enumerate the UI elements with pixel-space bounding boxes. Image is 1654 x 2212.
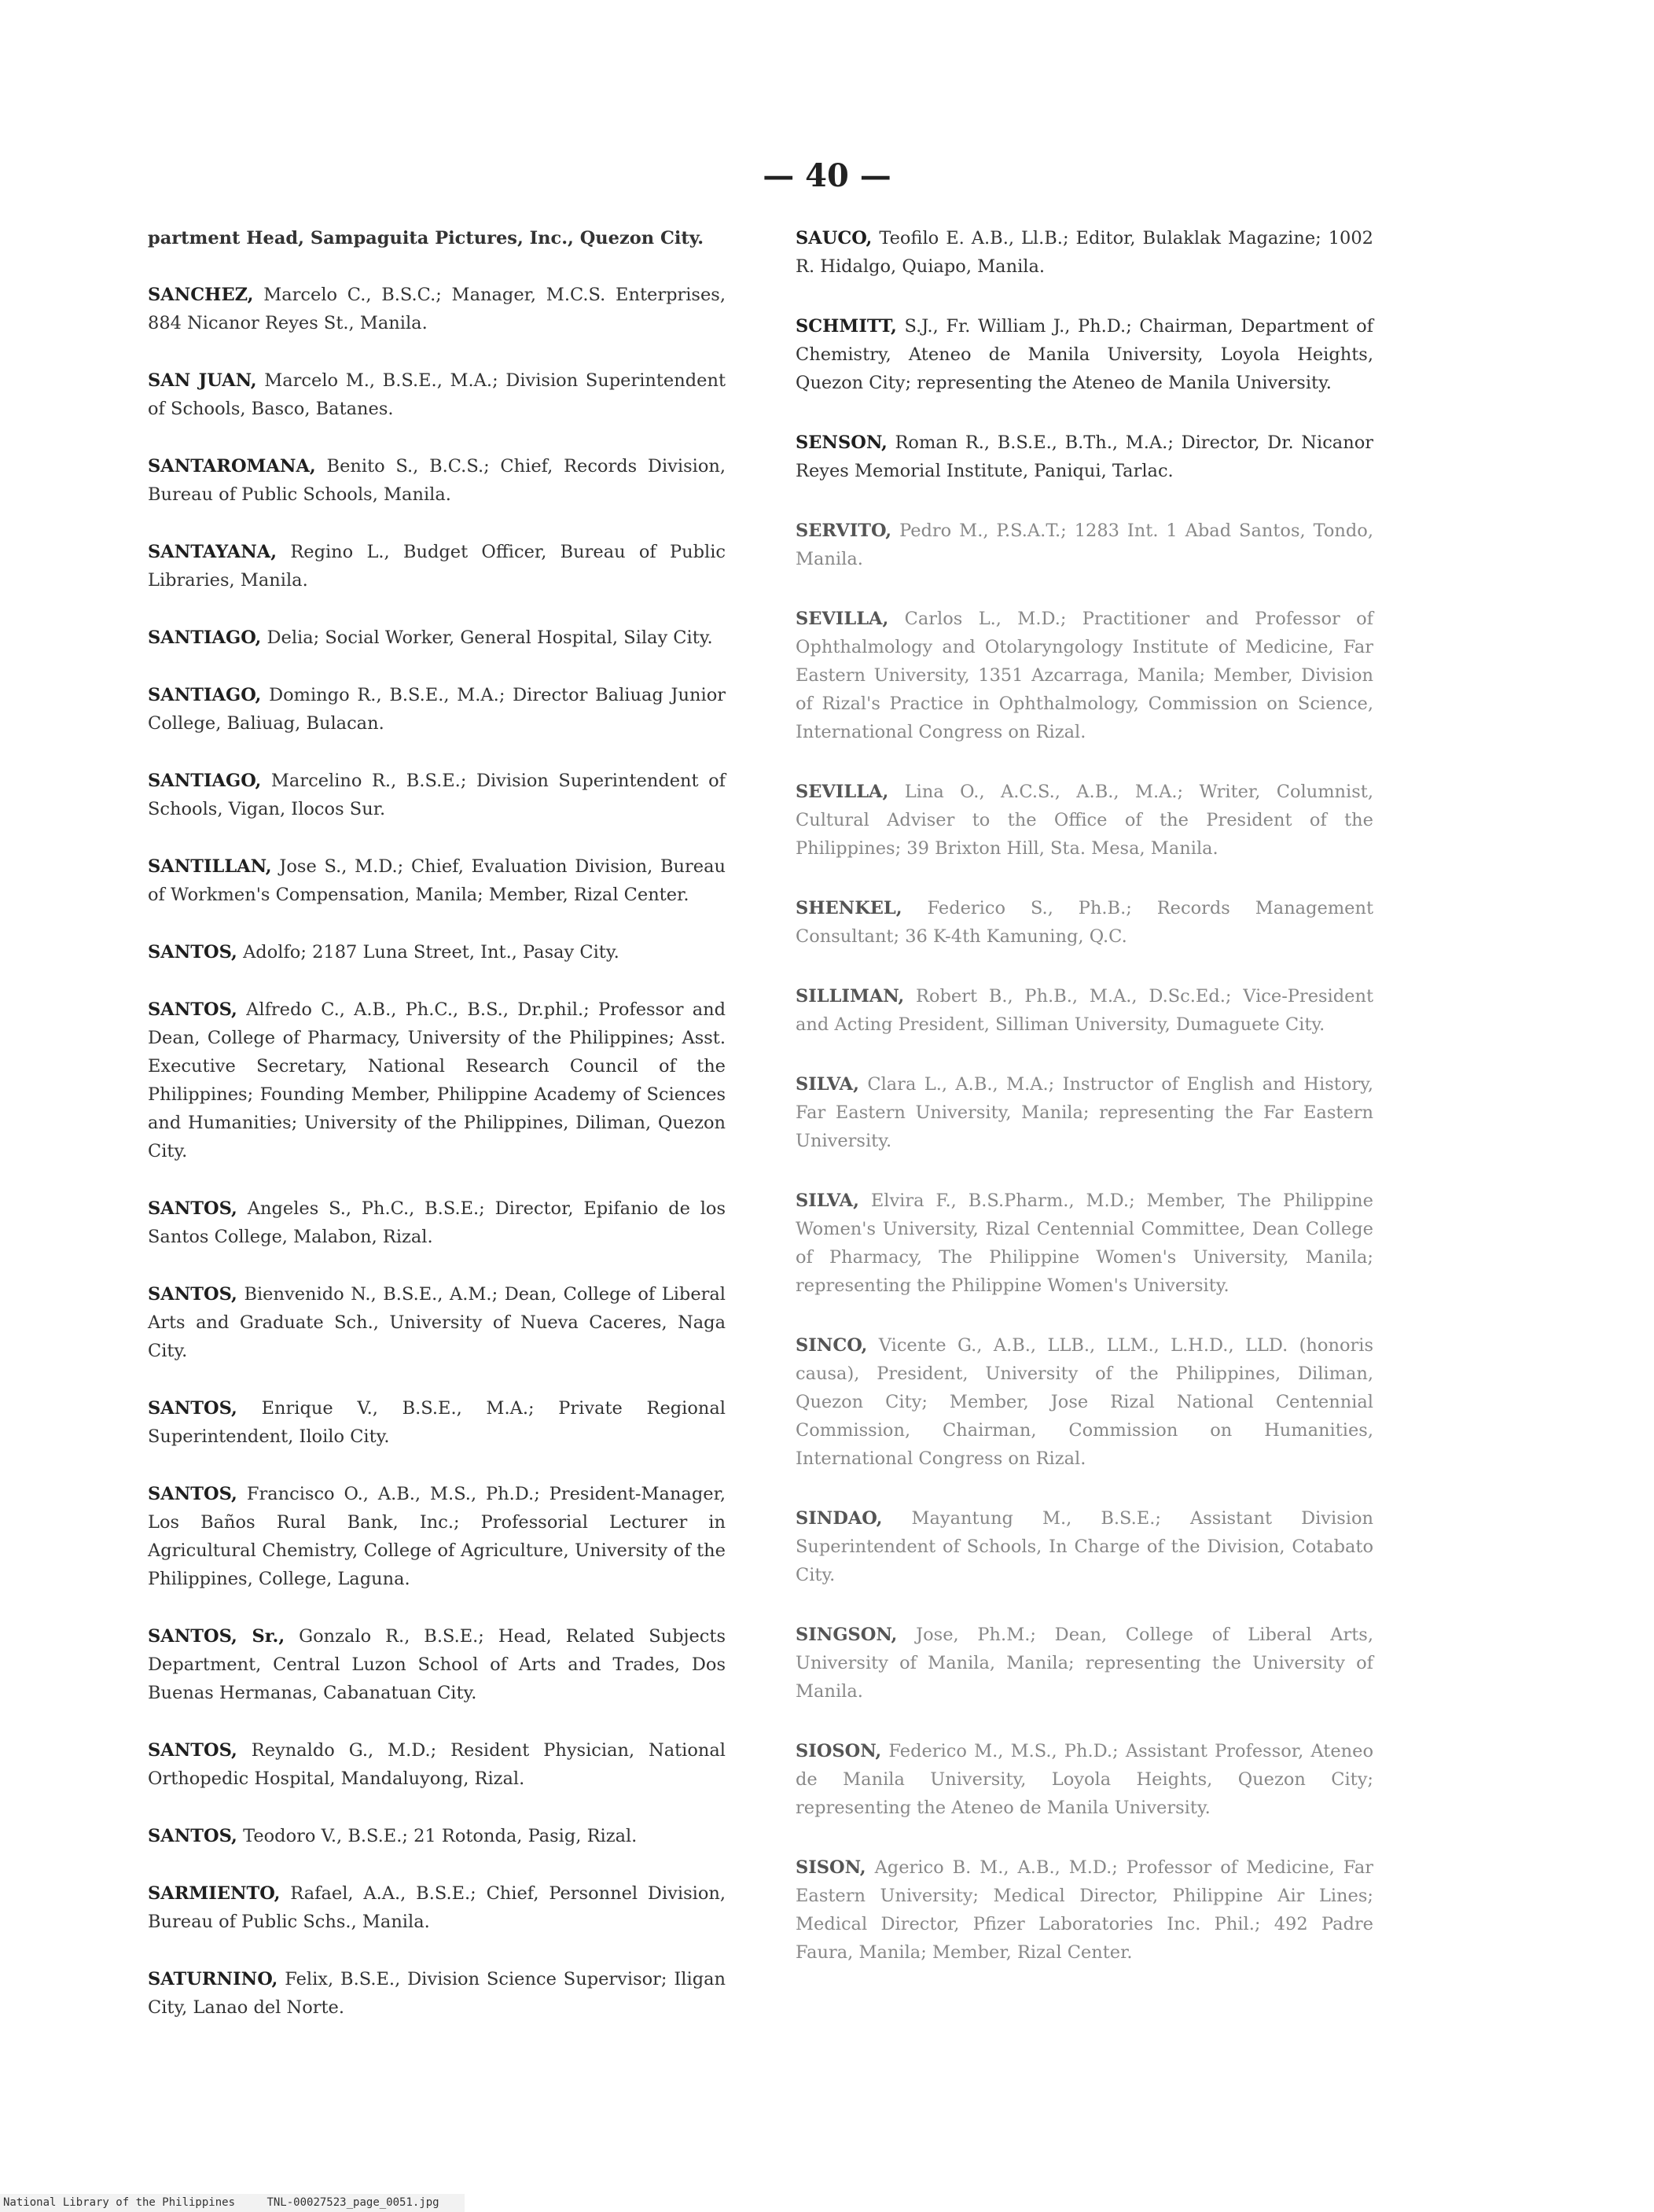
directory-entry bbox=[796, 778, 1373, 863]
directory-entry bbox=[148, 1736, 726, 1793]
directory-entry bbox=[148, 538, 726, 594]
entry-name: SANTILLAN, bbox=[148, 856, 272, 877]
footer-library: National Library of the Philippines bbox=[3, 2196, 236, 2209]
directory-entry bbox=[148, 996, 726, 1165]
entry-name: SINDAO, bbox=[796, 1508, 883, 1529]
entry-name: SANTOS, bbox=[148, 1198, 237, 1219]
entry-name: SILVA, bbox=[796, 1074, 859, 1095]
entry-text: Marcelo C., B.S.C.; Manager, M.C.S. Enterprises, 884 Nicanor Reyes St., Manila. bbox=[148, 285, 726, 333]
entry-name: SANTAYANA, bbox=[148, 542, 278, 562]
entry-text: Marcelo M., B.S.E., M.A.; Division Superintendent of Schools, Basco, Batanes. bbox=[148, 370, 726, 419]
directory-entry bbox=[796, 312, 1373, 397]
entry-name: SANTOS, bbox=[148, 1398, 237, 1419]
entry-text: Vicente G., A.B., LLB., LLM., L.H.D., LLD. (honoris causa), President, University of the Philippines, Diliman, Quezon City; Member, Jose Rizal National Centennial Commission, Chairman, Commission on Humanities, International Congress on Rizal. bbox=[796, 1335, 1373, 1469]
entry-text: Mayantung M., B.S.E.; Assistant Division Superintendent of Schools, In Charge of the Division, Cotabato City. bbox=[796, 1508, 1373, 1585]
entry-name: SANTIAGO, bbox=[148, 628, 262, 648]
entry-text: Pedro M., P.S.A.T.; 1283 Int. 1 Abad Santos, Tondo, Manila. bbox=[796, 521, 1373, 569]
entry-text: Clara L., A.B., M.A.; Instructor of English and History, Far Eastern University, Manila; representing the Far Eastern University. bbox=[796, 1074, 1373, 1151]
entry-name: SILVA, bbox=[796, 1191, 859, 1211]
entry-name: SISON, bbox=[796, 1857, 866, 1878]
directory-entry bbox=[148, 1965, 726, 2022]
entry-name: SILLIMAN, bbox=[796, 986, 905, 1007]
directory-entry bbox=[148, 1879, 726, 1936]
entry-text: Federico M., M.S., Ph.D.; Assistant Professor, Ateneo de Manila University, Loyola Heights, Quezon City; representing the Ateneo de Manila University. bbox=[796, 1741, 1373, 1818]
entry-text: Agerico B. M., A.B., M.D.; Professor of Medicine, Far Eastern University; Medical Director, Philippine Air Lines; Medical Director, Pfizer Laboratories Inc. Phil.; 492 Padre Faura, Manila; Member, Rizal Center. bbox=[796, 1857, 1374, 1963]
directory-entry bbox=[796, 1331, 1373, 1473]
entry-text: Marcelino R., B.S.E.; Division Superintendent of Schools, Vigan, Ilocos Sur. bbox=[148, 771, 726, 819]
directory-entry bbox=[148, 1194, 726, 1251]
entry-text: Gonzalo R., B.S.E.; Head, Related Subjects Department, Central Luzon School of Arts and Trades, Dos Buenas Hermanas, Cabanatuan City. bbox=[148, 1626, 726, 1703]
scan-footer bbox=[0, 2194, 465, 2212]
directory-entry bbox=[796, 224, 1373, 281]
entry-name: SANTOS, bbox=[148, 1284, 237, 1305]
entry-name: SANTOS, bbox=[148, 1740, 237, 1761]
entry-name: SANTOS, bbox=[148, 1484, 237, 1504]
entry-text: Teofilo E. A.B., Ll.B.; Editor, Bulaklak Magazine; 1002 R. Hidalgo, Quiapo, Manila. bbox=[796, 228, 1373, 277]
directory-entry bbox=[148, 938, 726, 966]
directory-entry bbox=[796, 1504, 1373, 1589]
directory-entry bbox=[796, 982, 1373, 1039]
directory-entry bbox=[148, 281, 726, 337]
entry-text: Jose S., M.D.; Chief, Evaluation Division, Bureau of Workmen's Compensation, Manila; Member, Rizal Center. bbox=[148, 856, 726, 905]
entry-text: Angeles S., Ph.C., B.S.E.; Director, Epifanio de los Santos College, Malabon, Rizal. bbox=[148, 1198, 726, 1247]
entry-name: SANTOS, bbox=[148, 999, 237, 1020]
entry-text: Benito S., B.C.S.; Chief, Records Division, Bureau of Public Schools, Manila. bbox=[148, 456, 726, 505]
entry-name: SCHMITT, bbox=[796, 316, 897, 337]
entry-name: SIOSON, bbox=[796, 1741, 882, 1761]
entry-text: Delia; Social Worker, General Hospital, Silay City. bbox=[266, 628, 713, 648]
left-column bbox=[148, 224, 726, 2051]
entry-text: Regino L., Budget Officer, Bureau of Public Libraries, Manila. bbox=[148, 542, 726, 591]
entry-name: SINCO, bbox=[796, 1335, 868, 1356]
entry-name: SANTOS, bbox=[148, 1826, 237, 1846]
entry-name: SANTAROMANA, bbox=[148, 456, 316, 477]
entry-text: partment Head, Sampaguita Pictures, Inc., Quezon City. bbox=[148, 228, 704, 248]
directory-entry bbox=[796, 1737, 1373, 1822]
directory-entry bbox=[796, 1187, 1373, 1300]
directory-entry bbox=[148, 1280, 726, 1365]
entry-text: Jose, Ph.M.; Dean, College of Liberal Arts, University of Manila, Manila; representing the University of Manila. bbox=[796, 1625, 1373, 1702]
directory-entry bbox=[796, 1621, 1373, 1706]
directory-entry bbox=[148, 624, 726, 652]
entry-text: Rafael, A.A., B.S.E.; Chief, Personnel Division, Bureau of Public Schs., Manila. bbox=[148, 1883, 726, 1932]
entry-text: Adolfo; 2187 Luna Street, Int., Pasay City. bbox=[243, 942, 619, 962]
directory-entry bbox=[148, 767, 726, 823]
directory-entry bbox=[148, 1394, 726, 1451]
entry-text: Robert B., Ph.B., M.A., D.Sc.Ed.; Vice-President and Acting President, Silliman University, Dumaguete City. bbox=[796, 986, 1374, 1035]
right-column bbox=[796, 224, 1373, 1998]
entry-name: SEVILLA, bbox=[796, 782, 889, 802]
entry-text: Lina O., A.C.S., A.B., M.A.; Writer, Columnist, Cultural Adviser to the Office of the President of the Philippines; 39 Brixton Hill, Sta. Mesa, Manila. bbox=[796, 782, 1373, 859]
entry-text: Roman R., B.S.E., B.Th., M.A.; Director, Dr. Nicanor Reyes Memorial Institute, Paniqui, Tarlac. bbox=[796, 432, 1373, 481]
entry-text: Federico S., Ph.B.; Records Management Consultant; 36 K-4th Kamuning, Q.C. bbox=[796, 898, 1373, 947]
entry-name: SATURNINO, bbox=[148, 1969, 278, 1989]
directory-entry bbox=[796, 605, 1373, 746]
directory-entry bbox=[796, 429, 1373, 485]
entry-text: Elvira F., B.S.Pharm., M.D.; Member, The Philippine Women's University, Rizal Centennial Committee, Dean College of Pharmacy, The Philippine Women's University, Manila; representing the Philippine Women's University. bbox=[796, 1191, 1373, 1296]
entry-text: S.J., Fr. William J., Ph.D.; Chairman, Department of Chemistry, Ateneo de Manila University, Loyola Heights, Quezon City; representing the Ateneo de Manila University. bbox=[796, 316, 1373, 393]
directory-entry bbox=[148, 852, 726, 909]
entry-text: Reynaldo G., M.D.; Resident Physician, National Orthopedic Hospital, Mandaluyong, Rizal. bbox=[148, 1740, 726, 1789]
entry-name: SANTIAGO, bbox=[148, 771, 262, 791]
entry-name: SARMIENTO, bbox=[148, 1883, 281, 1904]
directory-entry bbox=[148, 224, 726, 252]
entry-text: Felix, B.S.E., Division Science Supervisor; Iligan City, Lanao del Norte. bbox=[148, 1969, 726, 2018]
directory-entry bbox=[148, 681, 726, 738]
entry-name: SANTOS, bbox=[148, 942, 237, 962]
entry-text: Alfredo C., A.B., Ph.C., B.S., Dr.phil.; Professor and Dean, College of Pharmacy, University of the Philippines; Asst. Executive Secretary, National Research Council of the Philippines; Founding Member, Philippine Academy of Sciences and Humanities; University of the Philippines, Diliman, Quezon City. bbox=[148, 999, 726, 1161]
entry-text: Carlos L., M.D.; Practitioner and Professor of Ophthalmology and Otolaryngology Institute of Medicine, Far Eastern University, 1351 Azcarraga, Manila; Member, Division of Rizal's Practice in Ophthalmology, Commission on Science, International Congress on Rizal. bbox=[796, 609, 1373, 742]
entry-text: Enrique V., B.S.E., M.A.; Private Regional Superintendent, Iloilo City. bbox=[148, 1398, 726, 1447]
directory-entry bbox=[148, 1480, 726, 1593]
directory-entry bbox=[796, 517, 1373, 573]
entry-text: Teodoro V., B.S.E.; 21 Rotonda, Pasig, Rizal. bbox=[243, 1826, 638, 1846]
directory-entry bbox=[148, 1822, 726, 1850]
entry-text: Domingo R., B.S.E., M.A.; Director Baliuag Junior College, Baliuag, Bulacan. bbox=[148, 685, 726, 734]
directory-entry bbox=[148, 366, 726, 423]
footer-file-id: TNL-00027523_page_0051.jpg bbox=[266, 2196, 439, 2209]
entry-name: SANTOS, Sr., bbox=[148, 1626, 285, 1647]
page-number: — 40 — bbox=[763, 157, 891, 194]
directory-entry bbox=[796, 894, 1373, 951]
entry-name: SEVILLA, bbox=[796, 609, 889, 629]
entry-name: SINGSON, bbox=[796, 1625, 898, 1645]
entry-text: Bienvenido N., B.S.E., A.M.; Dean, College of Liberal Arts and Graduate Sch., University of Nueva Caceres, Naga City. bbox=[148, 1284, 726, 1361]
entry-name: SAUCO, bbox=[796, 228, 873, 248]
entry-name: SHENKEL, bbox=[796, 898, 902, 918]
directory-entry bbox=[148, 452, 726, 509]
entry-name: SAN JUAN, bbox=[148, 370, 257, 391]
entry-name: SANCHEZ, bbox=[148, 285, 254, 305]
entry-name: SERVITO, bbox=[796, 521, 892, 541]
directory-entry bbox=[148, 1622, 726, 1707]
directory-entry bbox=[796, 1853, 1373, 1967]
directory-entry bbox=[796, 1070, 1373, 1155]
entry-text: Francisco O., A.B., M.S., Ph.D.; President-Manager, Los Baños Rural Bank, Inc.; Professorial Lecturer in Agricultural Chemistry, College of Agriculture, University of the Philippines, College, Laguna. bbox=[148, 1484, 726, 1589]
entry-name: SENSON, bbox=[796, 432, 888, 453]
entry-name: SANTIAGO, bbox=[148, 685, 262, 705]
